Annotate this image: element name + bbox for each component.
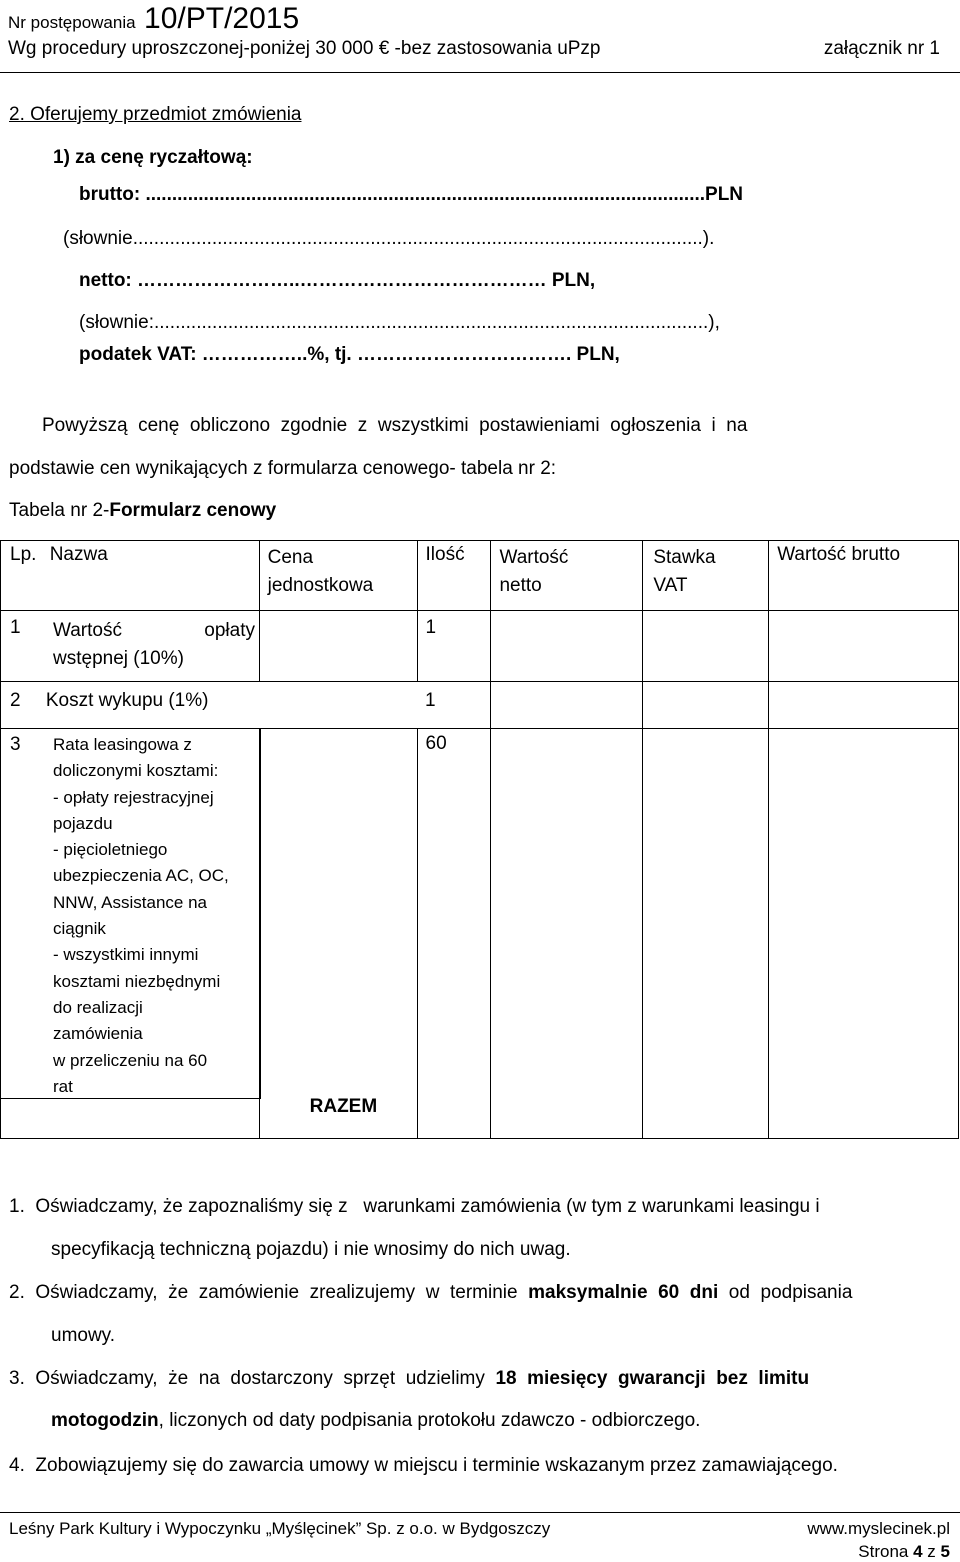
table-caption-title: Formularz cenowy bbox=[109, 500, 277, 521]
row3-net bbox=[491, 729, 643, 1139]
declaration-3-line-1 bbox=[9, 1368, 809, 1390]
row2-name: Koszt wykupu (1%) bbox=[45, 690, 209, 711]
row3-name-line: w przeliczeniu na 60 bbox=[53, 1050, 208, 1070]
procedure-description: Wg procedury uproszczonej-poniżej 30 000 € -bez zastosowania uPzp bbox=[8, 38, 601, 59]
row3-name-line: - wszystkimi innymi bbox=[53, 945, 199, 965]
header-unit-price bbox=[259, 541, 417, 611]
row2-vat bbox=[643, 682, 769, 729]
gross-price-words: (słownie............................................................................................................). bbox=[63, 228, 715, 249]
vat-line: podatek VAT: ……………..%, tj. ……………………………. PLN, bbox=[79, 344, 620, 365]
declaration-2-line-2: umowy. bbox=[51, 1325, 116, 1346]
row3-name-line: doliczonymi kosztami: bbox=[53, 761, 219, 781]
declaration-1-line-2: specyfikacją techniczną pojazdu) i nie wnosimy do nich uwag. bbox=[51, 1239, 571, 1260]
row2-qty bbox=[417, 682, 491, 729]
row1-unit-price bbox=[259, 611, 417, 682]
price-note-line-2: podstawie cen wynikających z formularza cenowego- tabela nr 2: bbox=[9, 458, 557, 479]
page-total: 5 bbox=[940, 1542, 950, 1561]
declaration-3-warranty: 18 miesięcy gwarancji bez limitu bbox=[495, 1368, 810, 1389]
procedure-number-value: 10/PT/2015 bbox=[144, 2, 300, 35]
row2-gross bbox=[769, 682, 959, 729]
row1-qty-value: 1 bbox=[425, 617, 437, 638]
declaration-2-text: 2. Oświadczamy, że zamówienie zrealizujemy w terminie bbox=[9, 1282, 529, 1303]
declaration-2-deadline: maksymalnie 60 dni bbox=[528, 1282, 719, 1303]
row3-name-line: do realizacji bbox=[53, 997, 143, 1017]
footer-website: www.myslecinek.pl bbox=[807, 1519, 950, 1538]
row3-name-line: rat bbox=[53, 1076, 73, 1096]
net-price-words: (słownie:.........................................................................................................), bbox=[79, 312, 720, 333]
page-of: z bbox=[922, 1542, 941, 1561]
row3-unit-price bbox=[259, 729, 417, 1139]
header-vat bbox=[643, 541, 769, 611]
section-title: 2. Oferujemy przedmiot zmówienia bbox=[9, 104, 302, 125]
row1-lp: 1 bbox=[10, 617, 21, 638]
price-form-table bbox=[0, 540, 959, 1139]
header-net-line-1: Wartość bbox=[499, 547, 569, 568]
row1-name-line-2: wstępnej (10%) bbox=[53, 648, 184, 669]
header-net-line-2: netto bbox=[499, 575, 542, 596]
row3-name-line: NNW, Assistance na bbox=[53, 892, 208, 912]
header-procedure-number bbox=[8, 2, 299, 36]
header-qty-label: Ilość bbox=[425, 544, 465, 565]
row3-qty-value: 60 bbox=[425, 733, 447, 754]
row3-name-line: zamówienia bbox=[53, 1024, 143, 1044]
row3-name-line: - opłaty rejestracyjnej bbox=[53, 787, 214, 807]
declaration-3-text: 3. Oświadczamy, że na dostarczony sprzęt udzielimy bbox=[9, 1368, 496, 1389]
total-label: RAZEM bbox=[309, 1096, 378, 1117]
header-net bbox=[491, 541, 643, 611]
header-lp-name bbox=[1, 541, 260, 611]
row1-vat bbox=[643, 611, 769, 682]
table-caption-number: Tabela nr 2- bbox=[9, 500, 110, 521]
page-number bbox=[858, 1542, 950, 1562]
declaration-3-line-2 bbox=[51, 1410, 700, 1432]
row3-name-line: pojazdu bbox=[53, 813, 113, 833]
row3-name-bottom-border bbox=[1, 1098, 260, 1099]
header-divider bbox=[0, 72, 960, 73]
row3-name bbox=[53, 732, 229, 1100]
table-caption bbox=[9, 500, 276, 522]
row2-lp: 2 bbox=[10, 690, 21, 711]
row1-lp-name bbox=[1, 611, 260, 682]
row1-name-line-1: Wartość opłaty bbox=[53, 620, 255, 641]
row3-name-line: ciągnik bbox=[53, 919, 106, 939]
row3-lp-name bbox=[1, 729, 260, 1139]
header-gross-label: Wartość brutto bbox=[777, 544, 901, 565]
header-qty bbox=[417, 541, 491, 611]
row1-gross bbox=[769, 611, 959, 682]
footer-divider bbox=[0, 1512, 960, 1513]
declaration-2-text-end: od podpisania bbox=[718, 1282, 853, 1303]
declaration-3-motohours: motogodzin bbox=[51, 1410, 159, 1431]
header-unit-price-line-1: Cena bbox=[267, 547, 314, 568]
page-label: Strona bbox=[858, 1542, 914, 1561]
row3-gross bbox=[769, 729, 959, 1139]
declaration-4: 4. Zobowiązujemy się do zawarcia umowy w miejscu i terminie wskazanym przez zamawiającego. bbox=[9, 1455, 838, 1476]
page-current: 4 bbox=[913, 1542, 923, 1561]
row3-name-line: ubezpieczenia AC, OC, bbox=[53, 866, 229, 886]
table-header-row bbox=[1, 541, 959, 611]
row3-name-line: - pięcioletniego bbox=[53, 840, 168, 860]
header-gross bbox=[769, 541, 959, 611]
header-vat-line-2: VAT bbox=[653, 575, 688, 596]
table-row bbox=[1, 729, 959, 1139]
gross-price-line: brutto: ..........................................................................................................PLN bbox=[79, 184, 744, 205]
row2-qty-value: 1 bbox=[425, 690, 436, 711]
price-heading: 1) za cenę ryczałtową: bbox=[53, 147, 253, 168]
row3-lp: 3 bbox=[10, 734, 21, 755]
price-note-line-1: Powyższą cenę obliczono zgodnie z wszystkimi postawieniami ogłoszenia i na bbox=[42, 415, 748, 436]
declaration-2-line-1 bbox=[9, 1282, 852, 1304]
row1-net bbox=[491, 611, 643, 682]
row1-qty bbox=[417, 611, 491, 682]
header-lp: Lp. bbox=[10, 544, 37, 565]
header-vat-line-1: Stawka bbox=[653, 547, 716, 568]
table-row bbox=[1, 682, 959, 729]
net-price-line: netto: ……………………..………………………………… PLN, bbox=[79, 270, 596, 291]
declaration-1-line-1: 1. Oświadczamy, że zapoznaliśmy się z warunkami zamówienia (w tym z warunkami leasingu i bbox=[9, 1196, 820, 1217]
table-row bbox=[1, 611, 959, 682]
row3-qty bbox=[417, 729, 491, 1139]
row2-lp-name bbox=[1, 682, 418, 729]
row2-net bbox=[491, 682, 643, 729]
attachment-label: załącznik nr 1 bbox=[823, 38, 940, 59]
row3-name-line: kosztami niezbędnymi bbox=[53, 971, 221, 991]
declaration-3-text-end: , liczonych od daty podpisania protokołu zdawczo - odbiorczego. bbox=[158, 1410, 701, 1431]
row3-vat bbox=[643, 729, 769, 1139]
header-name: Nazwa bbox=[49, 544, 108, 565]
footer-company: Leśny Park Kultury i Wypoczynku „Myślęcinek” Sp. z o.o. w Bydgoszczy bbox=[9, 1519, 551, 1538]
header-unit-price-line-2: jednostkowa bbox=[267, 575, 374, 596]
row3-name-line: Rata leasingowa z bbox=[53, 735, 192, 754]
procedure-number-label: Nr postępowania bbox=[8, 13, 136, 32]
